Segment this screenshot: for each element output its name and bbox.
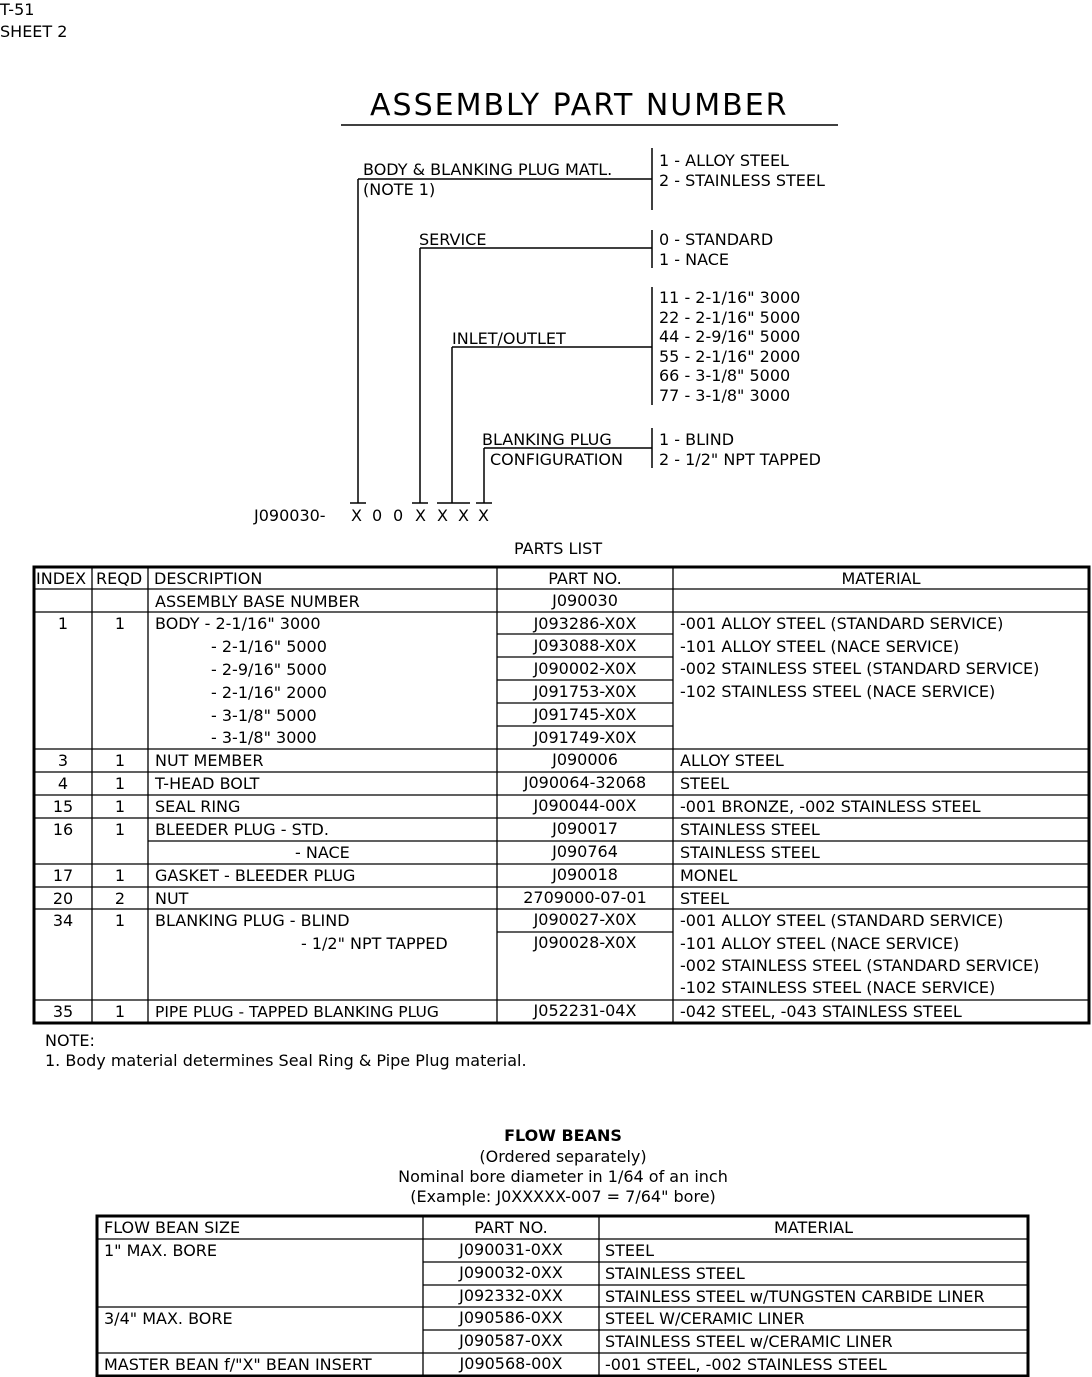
- blanking-reqd: 1: [114, 911, 126, 930]
- row-material: STEEL: [680, 889, 730, 908]
- bleeder-material: STAINLESS STEEL: [680, 843, 820, 862]
- inlet-option: 22 - 2-1/16" 5000: [659, 308, 801, 327]
- body-part: J093088-X0X: [533, 636, 637, 655]
- doc-code: T-51: [0, 0, 35, 19]
- body-material: -001 ALLOY STEEL (STANDARD SERVICE): [680, 614, 1004, 633]
- matl-option: 1 - ALLOY STEEL: [659, 151, 789, 170]
- body-desc: - 2-1/16" 2000: [211, 683, 327, 702]
- flow-size: 1" MAX. BORE: [104, 1241, 218, 1260]
- row-part: 2709000-07-01: [523, 888, 647, 907]
- row-index: 3: [57, 751, 69, 770]
- matl-option: 2 - STAINLESS STEEL: [659, 171, 825, 190]
- flow-part: J090031-0XX: [459, 1240, 563, 1259]
- body-index: 1: [57, 614, 69, 633]
- row-material: -001 BRONZE, -002 STAINLESS STEEL: [680, 797, 981, 816]
- row-material: ALLOY STEEL: [680, 751, 784, 770]
- blanking-desc: - 1/2" NPT TAPPED: [301, 934, 448, 953]
- flow-part: J090587-0XX: [459, 1331, 563, 1350]
- row-material: MONEL: [680, 866, 738, 885]
- part-char: X: [351, 506, 362, 525]
- row-index: 15: [52, 797, 74, 816]
- row-desc: T-HEAD BOLT: [155, 774, 260, 793]
- inlet-option: 55 - 2-1/16" 2000: [659, 347, 801, 366]
- note-heading: NOTE:: [45, 1031, 95, 1050]
- col-header-index: INDEX: [36, 569, 87, 588]
- row-reqd: 1: [114, 751, 126, 770]
- flow-size: MASTER BEAN f/"X" BEAN INSERT: [104, 1355, 372, 1374]
- row-desc: SEAL RING: [155, 797, 241, 816]
- row-reqd: 2: [114, 889, 126, 908]
- flow-part: J092332-0XX: [459, 1286, 563, 1305]
- flow-col-header-size: FLOW BEAN SIZE: [104, 1218, 241, 1237]
- pipe-reqd: 1: [114, 1002, 126, 1021]
- note-item: 1. Body material determines Seal Ring & Pipe Plug material.: [45, 1051, 527, 1070]
- flow-material: STAINLESS STEEL: [605, 1264, 745, 1283]
- body-material: -002 STAINLESS STEEL (STANDARD SERVICE): [680, 659, 1040, 678]
- flow-beans-line: Nominal bore diameter in 1/64 of an inch: [398, 1167, 728, 1186]
- base-desc: ASSEMBLY BASE NUMBER: [155, 592, 360, 611]
- blanking-material: -001 ALLOY STEEL (STANDARD SERVICE): [680, 911, 1004, 930]
- pipe-desc: PIPE PLUG - TAPPED BLANKING PLUG: [155, 1003, 439, 1021]
- pipe-material: -042 STEEL, -043 STAINLESS STEEL: [680, 1002, 962, 1021]
- body-part: J090002-X0X: [533, 659, 637, 678]
- body-reqd: 1: [114, 614, 126, 633]
- body-part: J091753-X0X: [533, 682, 637, 701]
- parts-list-title: PARTS LIST: [514, 539, 603, 558]
- flow-beans-example: (Example: J0XXXXX-007 = 7/64" bore): [410, 1187, 716, 1206]
- flow-col-header-part: PART NO.: [474, 1218, 548, 1237]
- part-char: X: [437, 506, 448, 525]
- plug-option: 2 - 1/2" NPT TAPPED: [659, 450, 821, 469]
- bleeder-part: J090017: [552, 819, 618, 838]
- matl-note: (NOTE 1): [363, 180, 436, 199]
- row-desc: GASKET - BLEEDER PLUG: [155, 866, 356, 885]
- blanking-part: J090027-X0X: [533, 910, 637, 929]
- body-desc: BODY - 2-1/16" 3000: [155, 614, 321, 633]
- body-desc: - 3-1/8" 5000: [211, 706, 317, 725]
- blanking-index: 34: [52, 911, 74, 930]
- inlet-option: 11 - 2-1/16" 3000: [659, 288, 801, 307]
- row-reqd: 1: [114, 774, 126, 793]
- part-char: X: [415, 506, 426, 525]
- row-part: J090018: [552, 865, 618, 884]
- flow-material: -001 STEEL, -002 STAINLESS STEEL: [605, 1355, 887, 1374]
- row-part: J090044-00X: [533, 796, 637, 815]
- inlet-label: INLET/OUTLET: [452, 329, 566, 348]
- flow-material: STEEL: [605, 1241, 655, 1260]
- pipe-index: 35: [52, 1002, 74, 1021]
- body-part: J093286-X0X: [533, 614, 637, 633]
- col-header-material: MATERIAL: [841, 569, 921, 588]
- body-material: -101 ALLOY STEEL (NACE SERVICE): [680, 637, 960, 656]
- part-char: 0: [393, 506, 404, 525]
- body-desc: - 2-9/16" 5000: [211, 660, 327, 679]
- blanking-material: -102 STAINLESS STEEL (NACE SERVICE): [680, 978, 996, 997]
- service-option: 1 - NACE: [659, 250, 730, 269]
- part-char: 0: [372, 506, 383, 525]
- row-material: STEEL: [680, 774, 730, 793]
- flow-size: 3/4" MAX. BORE: [104, 1309, 233, 1328]
- part-char: X: [458, 506, 469, 525]
- flow-beans-title: FLOW BEANS: [504, 1126, 622, 1145]
- blanking-part: J090028-X0X: [533, 933, 637, 952]
- body-material: -102 STAINLESS STEEL (NACE SERVICE): [680, 682, 996, 701]
- row-index: 20: [52, 889, 74, 908]
- bleeder-desc: - NACE: [295, 843, 350, 862]
- body-part: J091749-X0X: [533, 728, 637, 747]
- plug-option: 1 - BLIND: [659, 430, 735, 449]
- pipe-part: J052231-04X: [533, 1001, 637, 1020]
- col-header-reqd: REQD: [96, 569, 143, 588]
- bleeder-material: STAINLESS STEEL: [680, 820, 820, 839]
- blanking-material: -101 ALLOY STEEL (NACE SERVICE): [680, 934, 960, 953]
- flow-material: STAINLESS STEEL w/TUNGSTEN CARBIDE LINER: [605, 1287, 985, 1306]
- blanking-desc: BLANKING PLUG - BLIND: [155, 911, 350, 930]
- sheet-label: SHEET 2: [0, 22, 68, 41]
- row-index: 4: [57, 774, 69, 793]
- bleeder-reqd: 1: [114, 820, 126, 839]
- base-part: J090030: [552, 591, 618, 610]
- row-part: J090006: [552, 750, 618, 769]
- service-label: SERVICE: [419, 230, 487, 249]
- flow-col-header-material: MATERIAL: [773, 1218, 854, 1237]
- part-char: X: [478, 506, 489, 525]
- body-desc: - 2-1/16" 5000: [211, 637, 327, 656]
- row-reqd: 1: [114, 797, 126, 816]
- service-option: 0 - STANDARD: [659, 230, 774, 249]
- bleeder-part: J090764: [552, 842, 618, 861]
- inlet-option: 77 - 3-1/8" 3000: [659, 386, 791, 405]
- plug-label: BLANKING PLUG: [482, 430, 612, 449]
- inlet-option: 66 - 3-1/8" 5000: [659, 366, 791, 385]
- row-index: 17: [52, 866, 74, 885]
- plug-label-2: CONFIGURATION: [490, 450, 623, 469]
- flow-material: STEEL W/CERAMIC LINER: [605, 1309, 805, 1328]
- row-reqd: 1: [114, 866, 126, 885]
- matl-label: BODY & BLANKING PLUG MATL.: [363, 160, 613, 179]
- row-desc: NUT: [155, 889, 189, 908]
- inlet-option: 44 - 2-9/16" 5000: [659, 327, 801, 346]
- body-desc: - 3-1/8" 3000: [211, 728, 317, 747]
- blanking-material: -002 STAINLESS STEEL (STANDARD SERVICE): [680, 956, 1040, 975]
- flow-material: STAINLESS STEEL w/CERAMIC LINER: [605, 1332, 893, 1351]
- flow-part: J090586-0XX: [459, 1308, 563, 1327]
- body-part: J091745-X0X: [533, 705, 637, 724]
- col-header-part-no: PART NO.: [548, 569, 622, 588]
- row-desc: NUT MEMBER: [155, 751, 264, 770]
- row-part: J090064-32068: [523, 773, 647, 792]
- col-header-description: DESCRIPTION: [154, 569, 263, 588]
- bleeder-index: 16: [52, 820, 74, 839]
- flow-part: J090032-0XX: [459, 1263, 563, 1282]
- part-number-prefix: J090030-: [254, 506, 326, 525]
- flow-beans-subtitle: (Ordered separately): [479, 1147, 647, 1166]
- flow-part: J090568-00X: [459, 1354, 563, 1373]
- assembly-title: ASSEMBLY PART NUMBER: [370, 88, 789, 123]
- bleeder-desc: BLEEDER PLUG - STD.: [155, 820, 329, 839]
